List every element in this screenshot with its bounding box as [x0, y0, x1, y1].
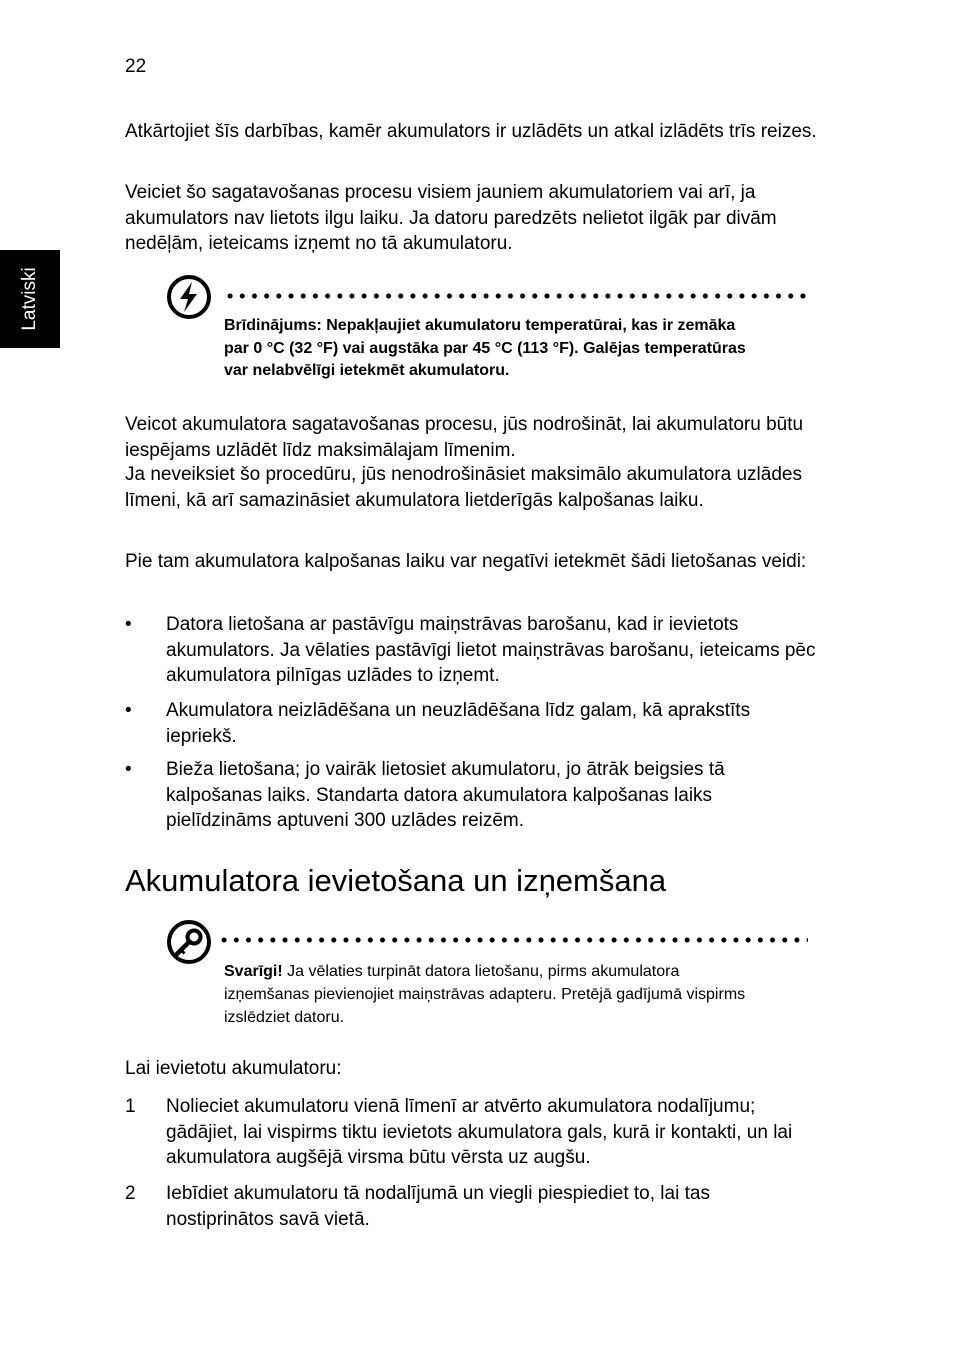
- step-number: 1: [125, 1096, 136, 1117]
- paragraph: Pie tam akumulatora kalpošanas laiku var negatīvi ietekmēt šādi lietošanas veidi:: [125, 551, 807, 572]
- language-tab-label: Latviski: [19, 267, 40, 331]
- step-number: 2: [125, 1183, 136, 1204]
- note-divider: [218, 937, 808, 943]
- language-tab: [0, 250, 60, 348]
- steps-intro: Lai ievietotu akumulatoru:: [125, 1058, 342, 1079]
- page-number: 22: [125, 56, 147, 77]
- warning-bolt-icon: [166, 274, 212, 320]
- warning-label: Brīdinājums:: [224, 317, 322, 334]
- step-text: Iebīdiet akumulatoru tā nodalījumā un viegli piespiediet to, lai tas nostiprinātos savā vietā.: [166, 1183, 710, 1230]
- section-heading: Akumulatora ievietošana un izņemšana: [125, 863, 667, 898]
- important-text: Ja vēlaties turpināt datora lietošanu, pirms akumulatora izņemšanas pievienojiet maiņstrāvas adapteru. Pretējā gadījumā vispirms izslēdziet datoru.: [224, 963, 746, 1026]
- list-item: Bieža lietošana; jo vairāk lietosiet akumulatoru, jo ātrāk beigsies tā kalpošanas laiks. Standarta datora akumulatora kalpošanas laiks pielīdzināms aptuveni 300 uzlādes reizēm.: [166, 759, 725, 831]
- list-item: Datora lietošana ar pastāvīgu maiņstrāvas barošanu, kad ir ievietots akumulators. Ja vēlaties pastāvīgi lietot maiņstrāvas barošanu, ieteicams pēc akumulatora pilnīgas uzlādes to izņemt.: [166, 614, 816, 686]
- bullet-mark: •: [125, 614, 132, 635]
- important-label: Svarīgi!: [224, 963, 283, 980]
- note-divider: [224, 293, 808, 299]
- important-key-icon: [166, 919, 212, 965]
- warning-note: [224, 315, 754, 383]
- paragraph: Veicot akumulatora sagatavošanas procesu, jūs nodrošināt, lai akumulatoru būtu iespējams uzlādēt līdz maksimālajam līmenim.: [125, 414, 804, 461]
- bullet-mark: •: [125, 759, 132, 780]
- paragraph: Veiciet šo sagatavošanas procesu visiem jauniem akumulatoriem vai arī, ja akumulators nav lietots ilgu laiku. Ja datoru paredzēts nelietot ilgāk par divām nedēļām, ieteicams izņemt no tā akumulatoru.: [125, 182, 777, 254]
- list-item: Akumulatora neizlādēšana un neuzlādēšana līdz galam, kā aprakstīts iepriekš.: [166, 700, 751, 747]
- paragraph: Atkārtojiet šīs darbības, kamēr akumulators ir uzlādēts un atkal izlādēts trīs reizes.: [125, 121, 817, 142]
- warning-text: Nepakļaujiet akumulatoru temperatūrai, kas ir zemāka par 0 °C (32 °F) vai augstāka par 45 °C (113 °F). Galējas temperatūras var nelabvēlīgi ietekmēt akumulatoru.: [224, 317, 746, 379]
- step-text: Nolieciet akumulatoru vienā līmenī ar atvērto akumulatora nodalījumu; gādājiet, lai vispirms tiktu ievietots akumulatora gals, kurā ir kontakti, un lai akumulatora augšējā virsma būtu vērsta uz augšu.: [166, 1096, 793, 1168]
- paragraph: Ja neveiksiet šo procedūru, jūs nenodrošināsiet maksimālo akumulatora uzlādes līmeni, kā arī samazināsiet akumulatora lietderīgās kalpošanas laiku.: [125, 464, 802, 511]
- bullet-mark: •: [125, 700, 132, 721]
- important-note: [224, 960, 764, 1029]
